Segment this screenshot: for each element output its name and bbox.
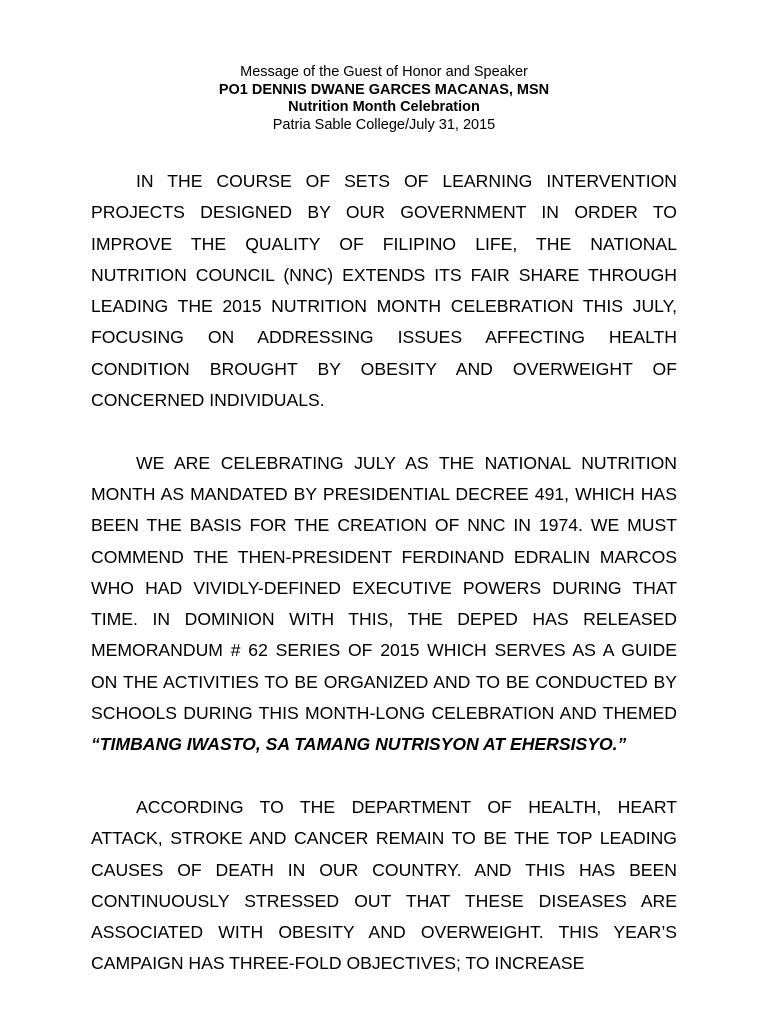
header-venue-date: Patria Sable College/July 31, 2015 <box>272 116 496 133</box>
header-event-title: Nutrition Month Celebration <box>288 99 480 115</box>
paragraph-2-text: WE ARE CELEBRATING JULY AS THE NATIONAL NUTRITION MONTH AS MANDATED BY PRESIDENTIAL DECREE 491, WHICH HAS BEEN THE BASIS FOR THE CREATION OF NNC IN 1974. WE MUST COMMEND THE THEN-PRESIDENT FERDINAND EDRALIN MARCOS WHO HAD VIVIDLY-DEFINED EXECUTIVE POWERS DURING THAT TIME. IN DOMINION WITH THIS, THE DEPED HAS RELEASED MEMORANDUM # 62 SERIES OF 2015 WHICH SERVES AS A GUIDE ON THE ACTIVITIES TO BE ORGANIZED AND TO BE CONDUCTED BY SCHOOLS DURING THIS MONTH-LONG CELEBRATION AND THEMED <box>91 452 677 724</box>
header-speaker-name: PO1 DENNIS DWANE GARCES MACANAS, MSN <box>218 81 550 98</box>
paragraph-1: IN THE COURSE OF SETS OF LEARNING INTERVENTION PROJECTS DESIGNED BY OUR GOVERNMENT IN ORDER TO IMPROVE THE QUALITY OF FILIPINO LIFE, THE NATIONAL NUTRITION COUNCIL (NNC) EXTENDS ITS FAIR SHARE THROUGH LEADING THE 2015 NUTRITION MONTH CELEBRATION THIS JULY, FOCUSING ON ADDRESSING ISSUES AFFECTING HEALTH CONDITION BROUGHT BY OBESITY AND OVERWEIGHT OF CONCERNED INDIVIDUALS. <box>91 171 677 411</box>
paragraph-2-theme: “TIMBANG IWASTO, SA TAMANG NUTRISYON AT EHERSISYO.” <box>91 734 627 755</box>
document-header <box>0 64 768 134</box>
document-body <box>91 166 677 1011</box>
paragraph-3: ACCORDING TO THE DEPARTMENT OF HEALTH, HEART ATTACK, STROKE AND CANCER REMAIN TO BE THE TOP LEADING CAUSES OF DEATH IN OUR COUNTRY. AND THIS HAS BEEN CONTINUOUSLY STRESSED OUT THAT THESE DISEASES ARE ASSOCIATED WITH OBESITY AND OVERWEIGHT. THIS YEAR’S CAMPAIGN HAS THREE-FOLD OBJECTIVES; TO INCREASE <box>91 796 677 974</box>
header-message-title: Message of the Guest of Honor and Speaker <box>240 64 528 80</box>
paragraph-2 <box>91 448 677 761</box>
